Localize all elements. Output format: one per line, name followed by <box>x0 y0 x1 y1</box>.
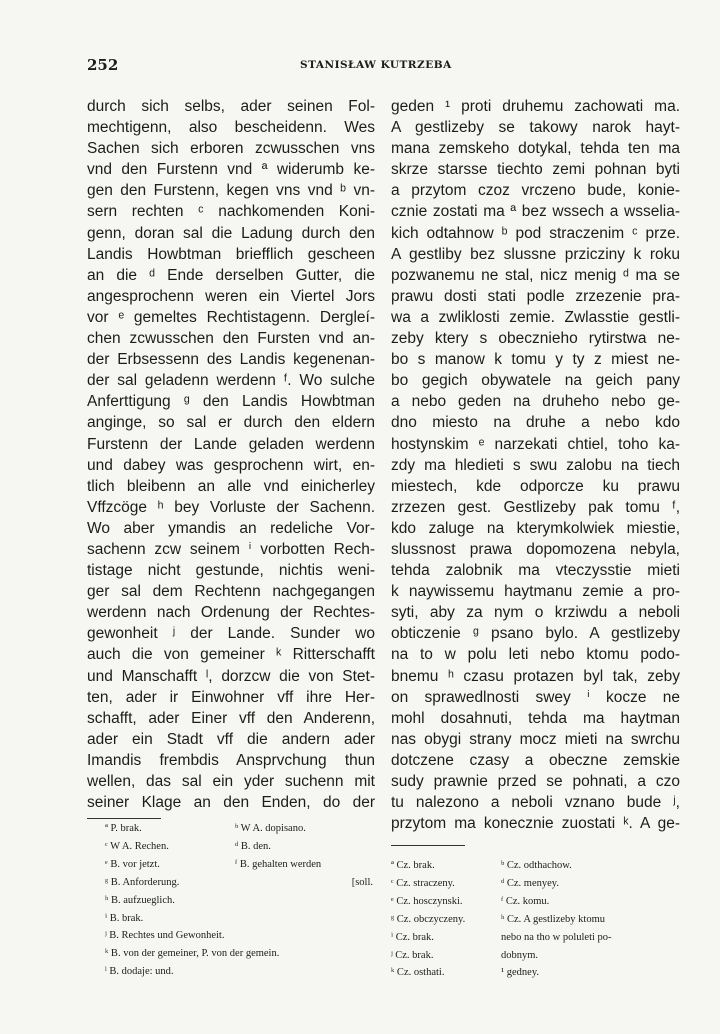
text-line: k naywissemu haytmanu zemie a pro- <box>391 583 680 601</box>
text-line: und Manschafft ˡ, dorzcw die von Stet- <box>87 667 375 685</box>
text-line: Landis Howbtman briefflich gescheen <box>87 245 375 263</box>
text-line: an die ᵈ Ende derselben Gutter, die <box>87 266 375 284</box>
czech-text-column <box>391 96 680 834</box>
text-line: vor ᵉ gemeltes Rechtistagenn. Dergleí- <box>87 308 375 326</box>
text-line: tistage nicht gestunde, nichtis weni- <box>87 562 375 580</box>
footnote: nebo na tho w poluleti po- <box>501 931 612 943</box>
text-line: Imandis frembdis Ansprvchung thun <box>87 751 375 769</box>
text-line: kdo zaluge na kterymkolwiek miestie, <box>391 519 680 537</box>
footnote: ᶜ W A. Rechen. <box>105 840 169 852</box>
text-line: geden ¹ proti druhemu zachowati ma. <box>391 98 680 115</box>
footnote <box>235 892 375 910</box>
footnote: ᵉ B. vor jetzt. <box>105 858 160 870</box>
footnote: [soll. <box>351 876 373 888</box>
text-line: schafft, ader Einer vff den Anderenn, <box>87 709 375 727</box>
text-line: zeby ktery s obecznieho rytirstwa ne- <box>391 330 680 348</box>
footnote: ᵏ Cz. osthati. <box>391 967 445 979</box>
text-line: Furstenn der Lande geladen werdenn <box>87 435 375 453</box>
text-line: ger sal dem Rechtenn nachgegangen <box>87 583 375 601</box>
text-line: A gestlizeby se takowy narok hayt- <box>391 119 680 137</box>
text-line: zdy ma hledieti s swu zalobu na tiech <box>391 456 680 474</box>
text-line: sern rechten ᶜ nachkomenden Koni- <box>87 203 375 221</box>
text-line: mana zemskeho dotykal, tehda ten ma <box>391 140 680 158</box>
footnote: ʲ Cz. brak. <box>391 949 434 961</box>
text-line: A gestliby bez slussne przicziny k roku <box>391 245 680 263</box>
text-line: slussnost prawa dopomozena nebyla, <box>391 540 680 558</box>
text-line: tu nalezono a neboli vznano bude ʲ, <box>391 794 680 812</box>
text-line: wellen, das sal ein yder suchenn mit <box>87 773 375 790</box>
text-line: bo s manow k tomu y ty z miest ne- <box>391 351 680 369</box>
text-line: wa a zwliklosti zemie. Zwlasstie gestli- <box>391 308 680 326</box>
text-line: und dabey was gesprochenn wirt, en- <box>87 456 375 474</box>
text-line: der sal geladenn werdenn ᶠ. Wo sulche <box>87 372 375 390</box>
footnote-rule-right <box>391 845 465 846</box>
text-line: gewonheit ʲ der Lande. Sunder wo <box>87 625 375 643</box>
text-line: chen zcwusschen den Fursten vnd an- <box>87 330 375 348</box>
text-line: seiner Klage an den Enden, do der <box>87 794 375 812</box>
footnotes-right <box>391 857 681 982</box>
text-line: na to w polu leti nebo ktomu podo- <box>391 646 680 664</box>
text-line: zrzezen gest. Gestlizeby pak tomu ᶠ, <box>391 498 680 516</box>
text-line: ader ein Stadt vff die andern ader <box>87 730 375 748</box>
text-line: durch sich selbs, ader seinen Fol- <box>87 98 375 115</box>
text-line: tehda zalobnik ma vteczysstie mieti <box>391 562 680 580</box>
footnote: ʰ Cz. A gestlizeby ktomu <box>501 913 605 925</box>
footnote: ᵍ Cz. obczyczeny. <box>391 913 466 925</box>
text-line: miestech, kde odporcze ku prawu <box>391 477 680 495</box>
footnote: ᶜ Cz. straczeny. <box>391 877 455 889</box>
footnote: ᵉ Cz. hosczynski. <box>391 895 463 907</box>
text-line: dno miesto na druhe a nebo kdo <box>391 414 680 432</box>
footnote: ¹ gedney. <box>501 967 540 979</box>
text-line: auch die von gemeiner ᵏ Ritterschafft <box>87 646 375 664</box>
text-line: skrze starsse tiechto zemi pohnan byti <box>391 161 680 179</box>
footnote: ª P. brak. <box>105 823 142 834</box>
text-line: sudy prawnie przed se pohnati, a czo <box>391 773 680 790</box>
text-line: hostynskim ᵉ narzekati chtiel, toho ka- <box>391 435 680 453</box>
footnote: dobnym. <box>501 949 539 961</box>
text-line: ten, ader ir Einwohner vff ihre Her- <box>87 688 375 706</box>
text-line: bo gegich obywatele na geich pany <box>391 372 680 390</box>
text-line: bnemu ʰ czasu protazen byl tak, zeby <box>391 667 680 685</box>
german-text-column <box>87 96 375 813</box>
text-line: kich odtahnow ᵇ pod straczenim ᶜ prze. <box>391 224 680 242</box>
page-number: 252 <box>87 56 119 74</box>
footnote: ᵈ B. den. <box>235 840 271 852</box>
text-line: vnd den Furstenn vnd ª widerumb ke- <box>87 161 375 179</box>
text-line: Sachen sich erboren zcwusschen vns <box>87 140 375 158</box>
text-line: syti, aby za nym o krziwdu a neboli <box>391 604 680 622</box>
text-line: anginge, so sal er durch den eldern <box>87 414 375 432</box>
footnote: ᵏ B. von der gemeiner, P. von der gemein. <box>105 948 280 960</box>
footnote: ʲ B. Rechtes und Gewonheit. <box>105 930 225 942</box>
text-line: der Erbsessenn des Landis kegenenan- <box>87 351 375 369</box>
footnote: ᶠ B. gehalten werden <box>235 858 322 870</box>
text-line: mohl dosahnuti, tehda ma haytman <box>391 709 680 727</box>
text-line: genn, doran sal die Ladung durch den <box>87 224 375 242</box>
footnote: ʰ B. aufzueglich. <box>105 894 175 906</box>
footnote: ⁱ B. brak. <box>105 912 144 924</box>
text-line: mechtigenn, also bescheidenn. Wes <box>87 119 375 137</box>
text-line: a nebo geden na druheho nebo ge- <box>391 393 680 411</box>
footnotes-left <box>105 820 375 981</box>
text-line: Vffzcöge ʰ bey Vorluste der Sachenn. <box>87 498 375 516</box>
footnote <box>235 910 375 928</box>
footnote-rule-left <box>87 818 161 819</box>
text-line: angesprochenn weren ein Viertel Jors <box>87 287 375 305</box>
text-line: obticzenie ᵍ psano bylo. A gestlizeby <box>391 625 680 643</box>
footnote: ᵇ W A. dopisano. <box>235 823 306 834</box>
text-line: on sprawedlnosti swey ⁱ kocze ne <box>391 688 680 706</box>
text-line: nas obygi strany mocz mieti na swrchu <box>391 730 680 748</box>
text-line: Wo aber ymandis an redeliche Vor- <box>87 519 375 537</box>
text-line: werdenn nach Ordenung der Rechtes- <box>87 604 375 622</box>
footnote: ⁱ Cz. brak. <box>391 931 434 943</box>
running-head: STANISŁAW KUTRZEBA <box>300 59 452 71</box>
text-line: dotczene czasy a obeczne zemskie <box>391 751 680 769</box>
text-line: przytom ma konecznie zuostati ᵏ. A ge- <box>391 815 680 833</box>
footnote: ᵇ Cz. odthachow. <box>501 860 572 871</box>
text-line: prawu dosti stati podle zrzezenie pra- <box>391 287 680 305</box>
text-line: cznie zostati ma ª bez wssech a wsselia- <box>391 203 680 221</box>
footnote: ᵈ Cz. menyey. <box>501 877 559 889</box>
footnote: ᶠ Cz. komu. <box>501 895 550 907</box>
footnote: ˡ B. dodaje: und. <box>105 966 174 978</box>
text-line: tlich bleibenn an alle vnd einicherley <box>87 477 375 495</box>
footnote: ª Cz. brak. <box>391 860 435 871</box>
text-line: Anferttigung ᵍ den Landis Howbtman <box>87 393 375 411</box>
text-line: gen den Furstenn, kegen vns vnd ᵇ vn- <box>87 182 375 200</box>
footnote: ᵍ B. Anforderung. <box>105 876 180 888</box>
text-line: a przytom czoz vrczeno bude, konie- <box>391 182 680 200</box>
text-line: sachenn zcw seinem ⁱ vorbotten Rech- <box>87 540 375 558</box>
text-line: pozwanemu ne stal, nicz menig ᵈ ma se <box>391 266 680 284</box>
